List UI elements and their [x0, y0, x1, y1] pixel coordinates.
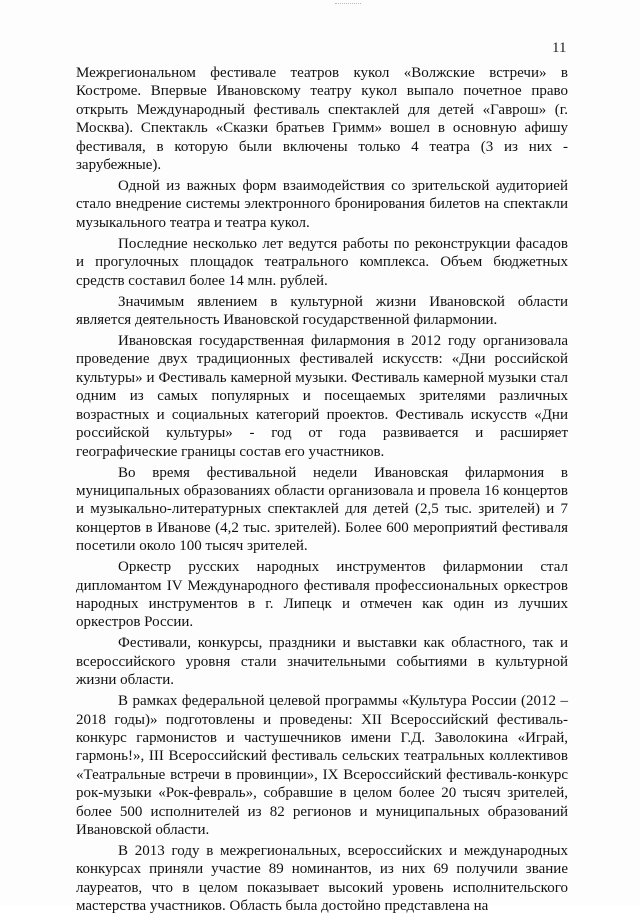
- paragraph: В рамках федеральной целевой программы «Культура России (2012 – 2018 годы)» подготовлены и проведены: XII Всероссийский фестиваль-конкурс гармонистов и частушечников имени Г.Д. Заволокина «Играй, гармонь!», III Всероссийский фестиваль сельских театральных коллективов «Театральные встречи в провинции», IX Всероссийский фестиваль-конкурс рок-музыки «Рок-февраль», собравшие в целом более 20 тысяч зрителей, более 500 исполнителей из 82 регионов и муниципальных образований Ивановской области.: [76, 693, 568, 838]
- paragraph: Значимым явлением в культурной жизни Ивановской области является деятельность Ивановской государственной филармонии.: [76, 293, 568, 329]
- paragraph: Оркестр русских народных инструментов филармонии стал дипломантом IV Международного фестиваля профессиональных оркестров народных инструментов в г. Липецк и отмечен как один из лучших оркестров России.: [76, 559, 568, 631]
- page-number: 11: [552, 40, 567, 56]
- paragraph: Фестивали, конкурсы, праздники и выставки как областного, так и всероссийского уровня стали значительными событиями в культурной жизни области.: [76, 635, 568, 689]
- body-text: [76, 64, 568, 916]
- paragraph: Ивановская государственная филармония в 2012 году организовала проведение двух традиционных фестивалей искусств: «Дни российской культуры» и Фестиваль камерной музыки. Фестиваль камерной музыки стал одним из самых популярных и посещаемых зрителями различных возрастных и социальных категорий проектов. Фестиваль искусств «Дни российской культуры» - год от года развивается и расширяет географические границы состав его участников.: [76, 333, 568, 460]
- paragraph: Последние несколько лет ведутся работы по реконструкции фасадов и прогулочных площадок театрального комплекса. Объем бюджетных средств составил более 14 млн. рублей.: [76, 235, 568, 289]
- paragraph: Одной из важных форм взаимодействия со зрительской аудиторией стало внедрение системы электронного бронирования билетов на спектакли музыкального театра и театра кукол.: [76, 178, 568, 231]
- paragraph: Во время фестивальной недели Ивановская филармония в муниципальных образованиях области организовала и провела 16 концертов и музыкально-литературных спектаклей для детей (2,5 тыс. зрителей) и 7 концертов в Иванове (4,2 тыс. зрителей). Более 600 мероприятий фестиваля посетили около 100 тысяч зрителей.: [76, 464, 568, 555]
- scan-artifact: [335, 3, 361, 5]
- paragraph: В 2013 году в межрегиональных, всероссийских и международных конкурсах приняли участие 89 номинантов, из них 69 получили звание лауреатов, что в целом показывает высокий уровень исполнительского мастерства участников. Область была достойно представлена на: [76, 843, 568, 915]
- paragraph-continuation: Межрегиональном фестивале театров кукол «Волжские встречи» в Костроме. Впервые Ивановскому театру кукол выпало почетное право открыть Международный фестиваль спектаклей для детей «Гаврош» (г. Москва). Спектакль «Сказки братьев Гримм» вошел в основную афишу фестиваля, в которую были включены только 4 театра (3 из них - зарубежные).: [76, 65, 568, 174]
